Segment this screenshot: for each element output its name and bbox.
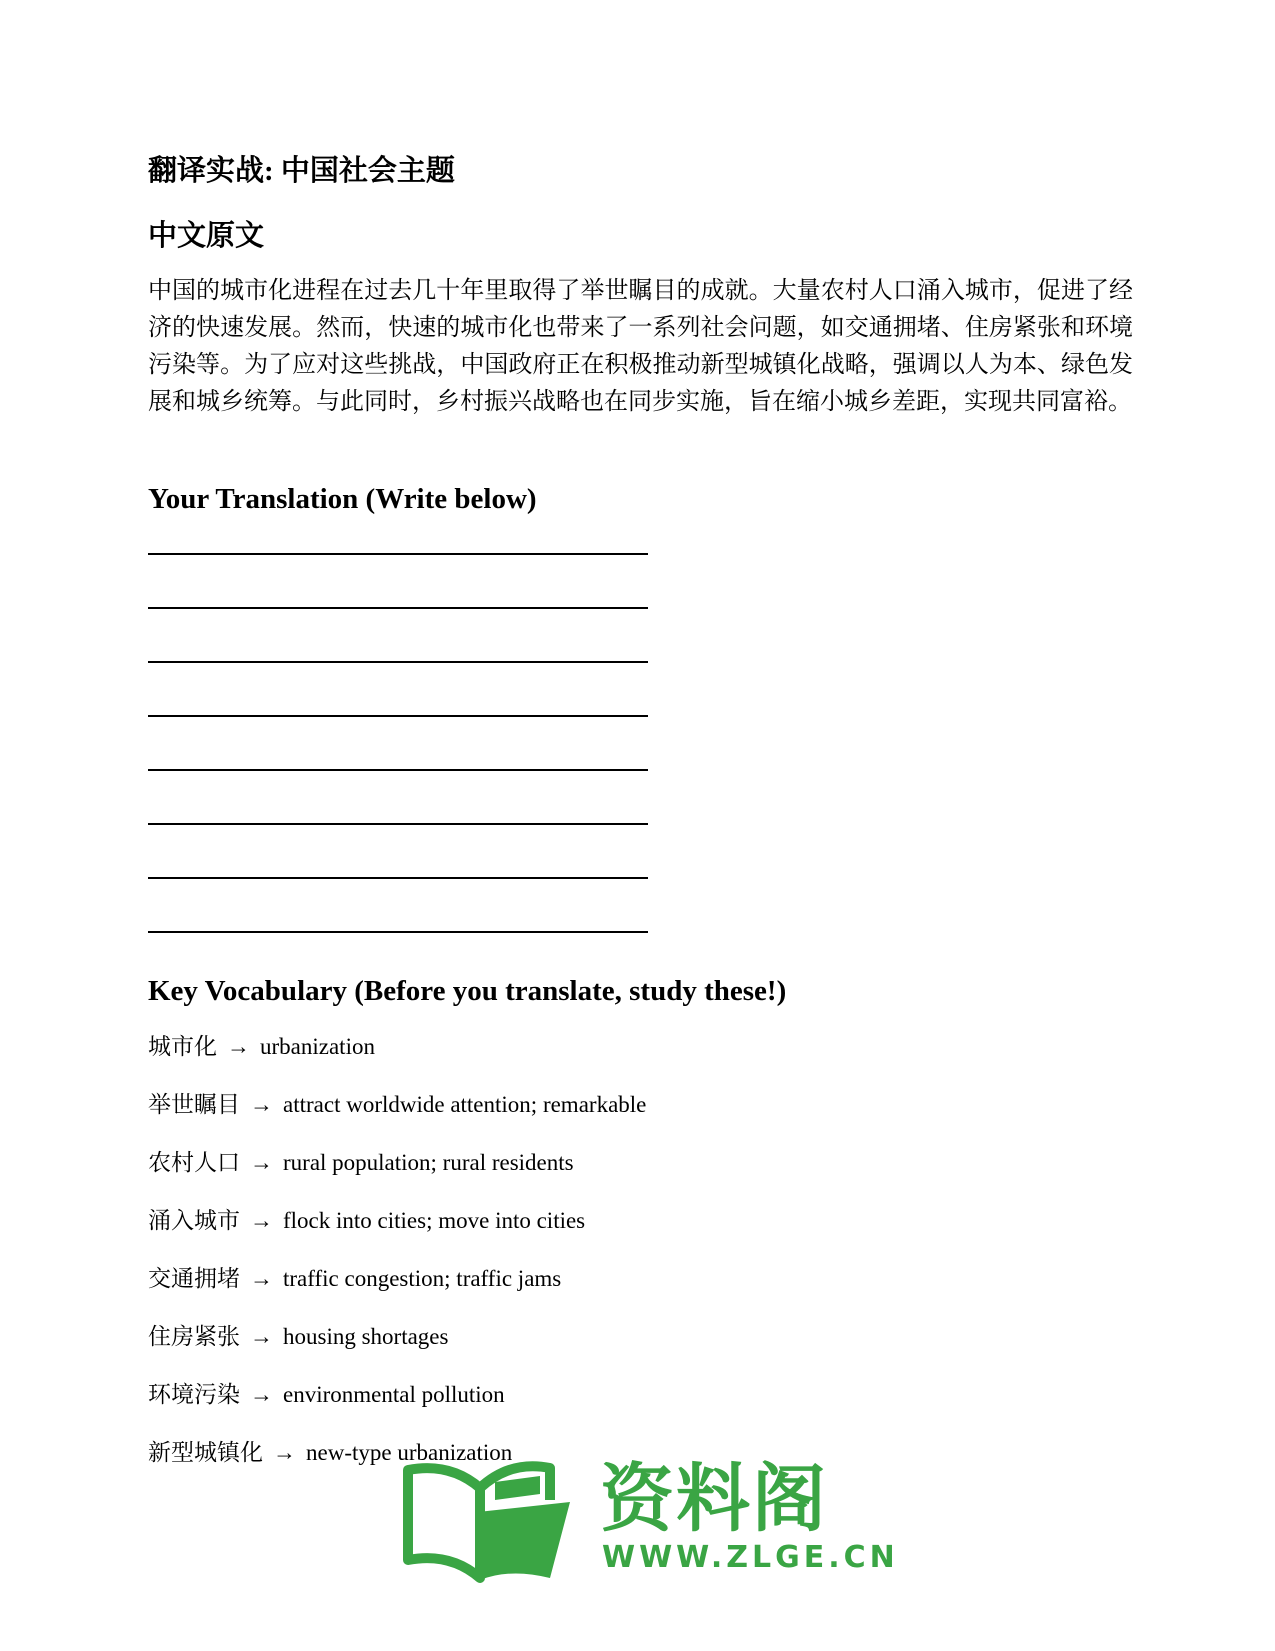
writing-line[interactable] [148,661,648,663]
vocab-term-zh: 农村人口 [148,1150,240,1175]
vocab-term-en: housing shortages [283,1324,449,1349]
vocab-item [148,1264,1138,1322]
arrow-icon: → [250,1382,273,1407]
vocab-term-en: attract worldwide attention; remarkable [283,1092,647,1117]
vocab-term-zh: 环境污染 [148,1382,240,1407]
vocab-item [148,1206,1138,1264]
chinese-source-paragraph: 中国的城市化进程在过去几十年里取得了举世瞩目的成就。大量农村人口涌入城市，促进了经济的快速发展。然而，快速的城市化也带来了一系列社会问题，如交通拥堵、住房紧张和环境污染等。为了应对这些挑战，中国政府正在积极推动新型城镇化战略，强调以人为本、绿色发展和城乡统筹。与此同时，乡村振兴战略也在同步实施，旨在缩小城乡差距，实现共同富裕。 [148,278,1133,415]
arrow-icon: → [273,1440,296,1465]
vocab-term-en: urbanization [260,1034,375,1059]
vocab-item [148,1148,1138,1206]
vocab-term-en: flock into cities; move into cities [283,1208,586,1233]
vocab-term-zh: 涌入城市 [148,1208,240,1233]
arrow-icon: → [250,1208,273,1233]
translation-writing-area[interactable] [148,553,648,985]
vocab-term-zh: 交通拥堵 [148,1266,240,1291]
watermark-url: WWW.ZLGE.CN [602,1540,899,1575]
vocab-item [148,1090,1138,1148]
writing-line[interactable] [148,769,648,771]
vocab-term-zh: 新型城镇化 [148,1440,263,1465]
chinese-original-heading: 中文原文 [148,220,265,252]
arrow-icon: → [227,1034,250,1059]
vocab-term-en: rural population; rural residents [283,1150,574,1175]
vocab-term-en: environmental pollution [283,1382,505,1407]
writing-line[interactable] [148,931,648,933]
writing-line[interactable] [148,823,648,825]
vocab-item [148,1322,1138,1380]
arrow-icon: → [250,1324,273,1349]
vocab-item [148,1380,1138,1438]
key-vocabulary-heading: Key Vocabulary (Before you translate, study these!) [148,975,787,1007]
watermark-name: 资料阁 [600,1456,828,1542]
writing-line[interactable] [148,877,648,879]
vocab-item [148,1032,1138,1090]
arrow-icon: → [250,1266,273,1291]
vocab-term-zh: 举世瞩目 [148,1092,240,1117]
vocab-term-zh: 住房紧张 [148,1324,240,1349]
vocab-term-en: new-type urbanization [306,1440,513,1465]
vocab-term-zh: 城市化 [148,1034,217,1059]
page-title: 翻译实战: 中国社会主题 [148,155,455,187]
writing-line[interactable] [148,607,648,609]
arrow-icon: → [250,1150,273,1175]
vocab-term-en: traffic congestion; traffic jams [283,1266,562,1291]
vocabulary-list [148,1032,1138,1496]
book-folder-icon [400,1440,590,1590]
arrow-icon: → [250,1092,273,1117]
translation-heading: Your Translation (Write below) [148,483,537,515]
writing-line[interactable] [148,715,648,717]
writing-line[interactable] [148,553,648,555]
watermark-logo [400,1440,899,1590]
